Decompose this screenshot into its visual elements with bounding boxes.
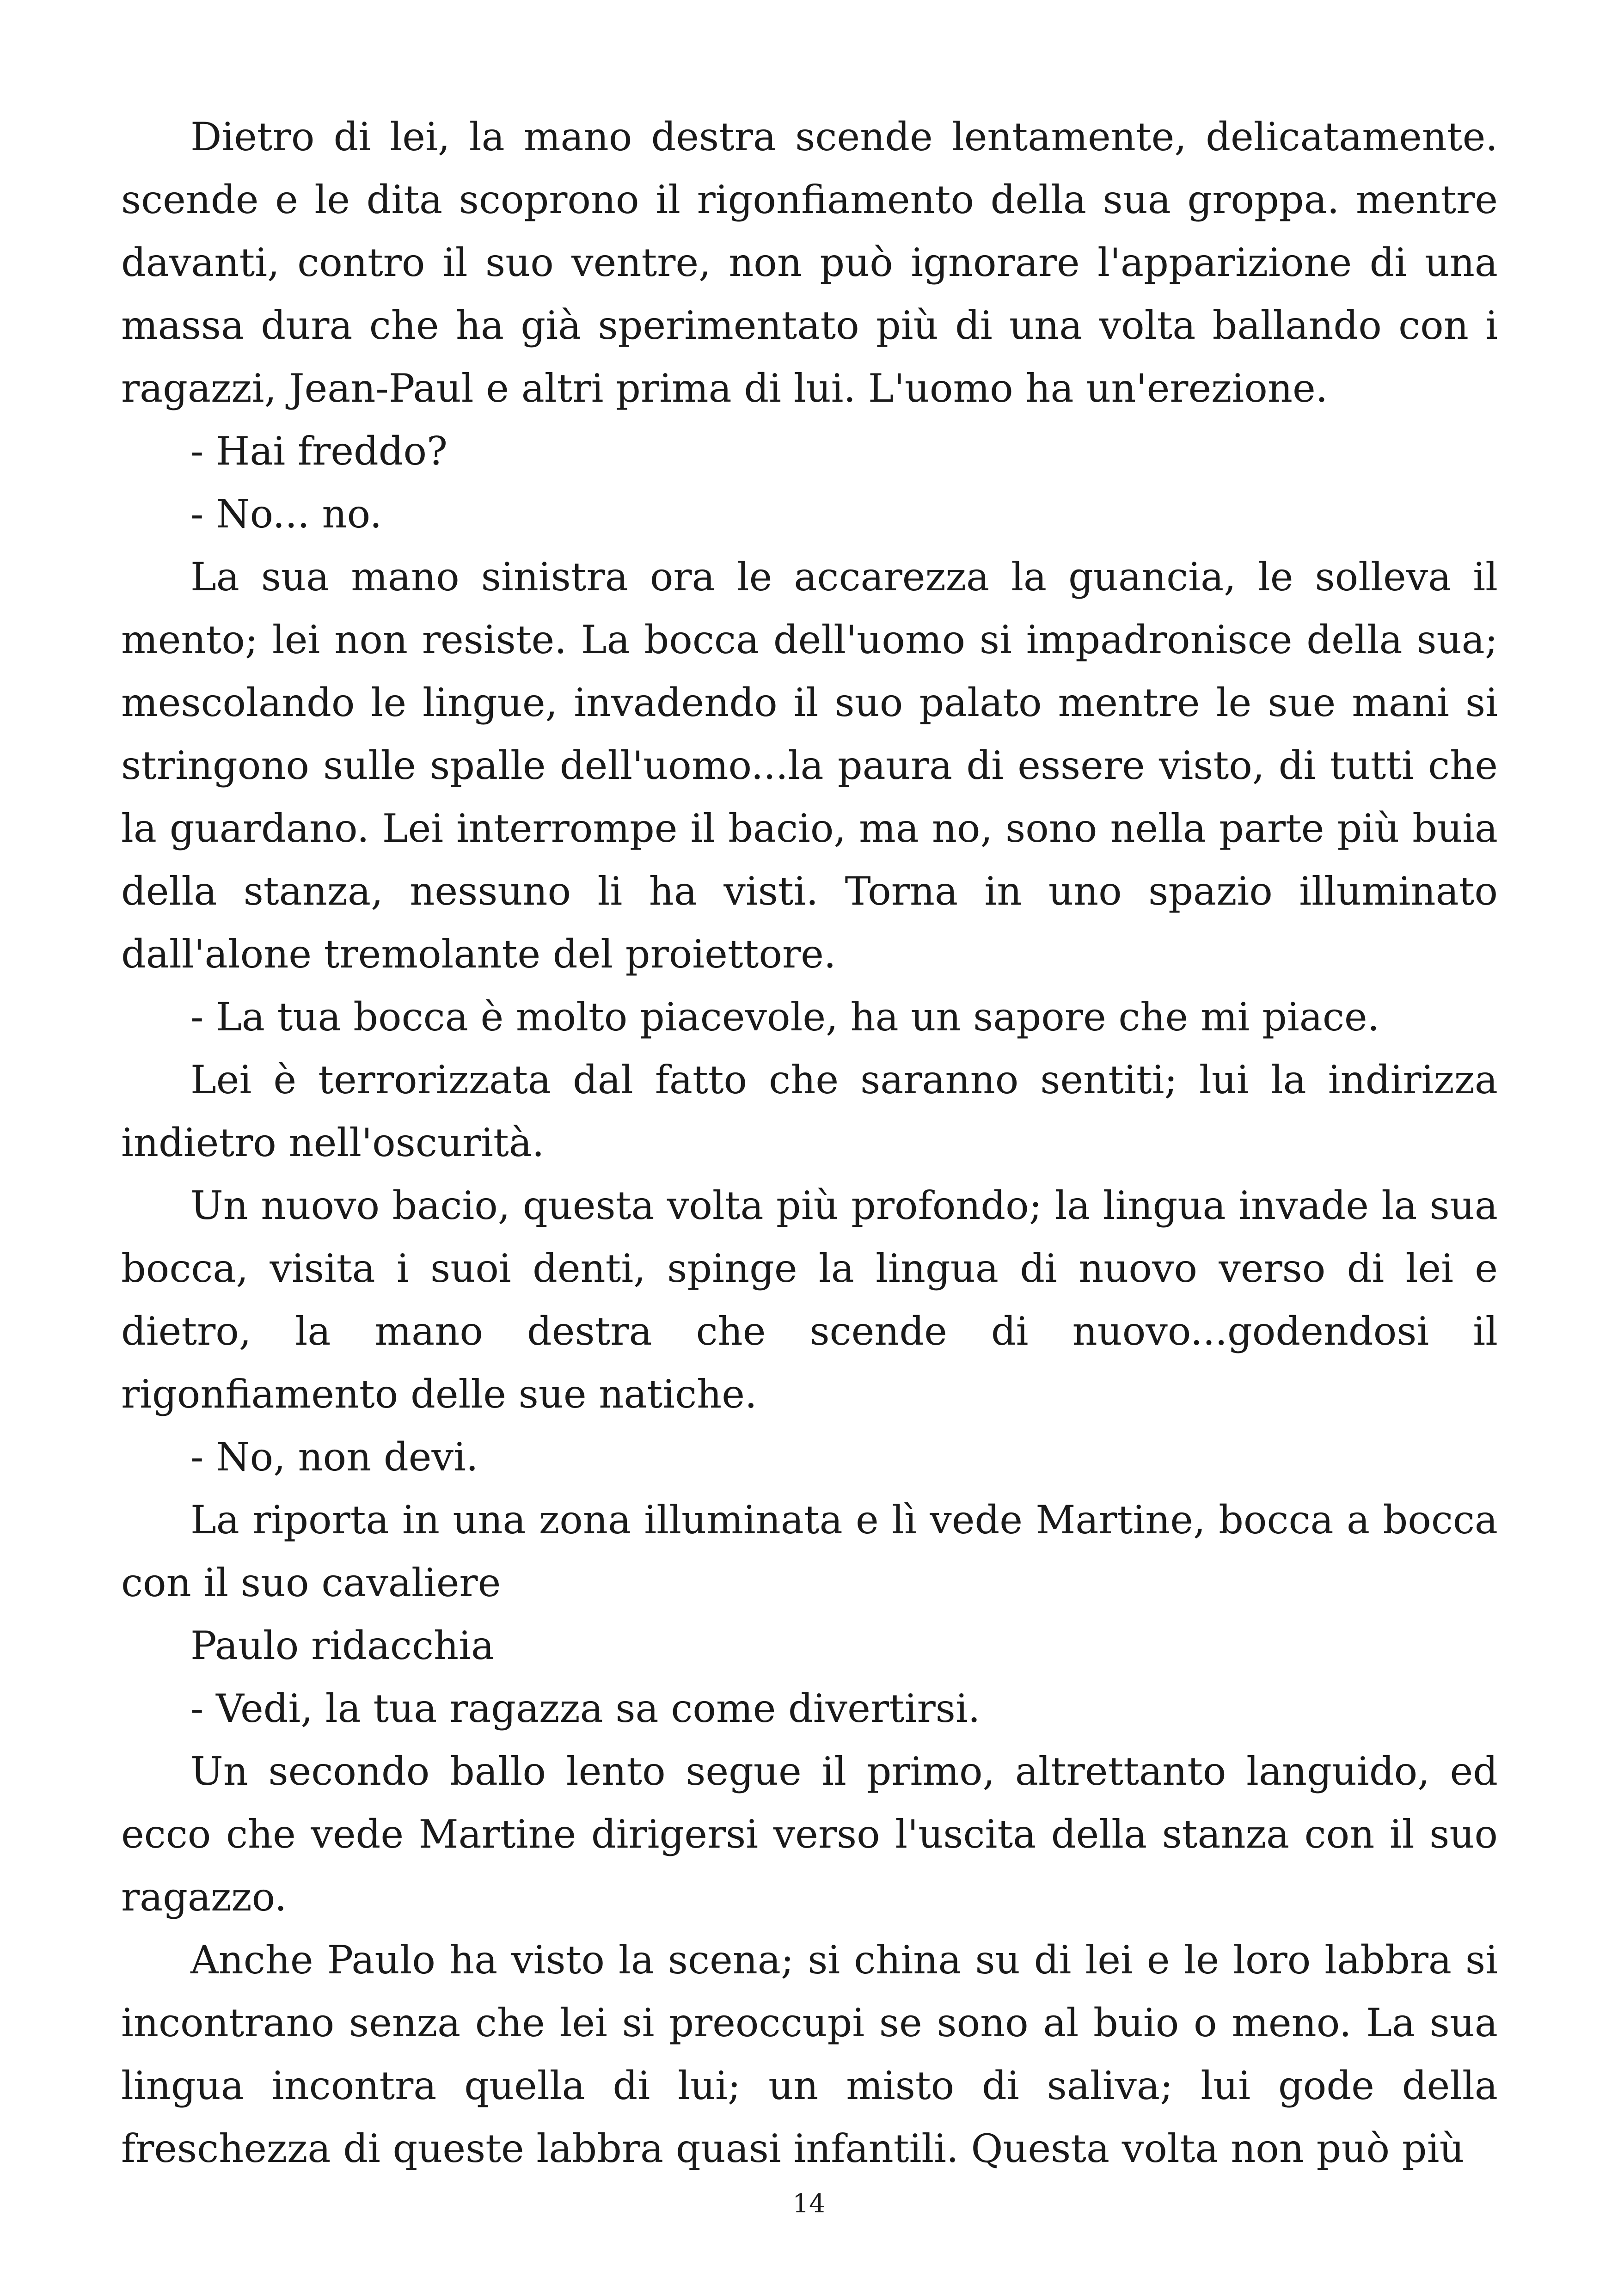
dialogue-line: - Hai freddo? bbox=[190, 429, 448, 474]
body-text bbox=[121, 105, 1498, 2180]
paragraph: Un secondo ballo lento segue il primo, altrettanto languido, ed ecco che vede Martine dirigersi verso l'uscita della stanza con il suo ragazzo. bbox=[121, 1749, 1498, 1920]
paragraph: Dietro di lei, la mano destra scende lentamente, delicatamente. scende e le dita scoprono il rigonfiamento della sua groppa. mentre davanti, contro il suo ventre, non può ignorare l'apparizione di una massa dura che ha già sperimentato più di una volta ballando con i ragazzi, Jean-Paul e altri prima di lui. L'uomo ha un'erezione. bbox=[121, 114, 1498, 411]
dialogue-line: - No... no. bbox=[190, 491, 382, 537]
paragraph: La sua mano sinistra ora le accarezza la guancia, le solleva il mento; lei non resiste. La bocca dell'uomo si impadronisce della sua; mescolando le lingue, invadendo il suo palato mentre le sue mani si stringono sulle spalle dell'uomo...la paura di essere visto, di tutti che la guardano. Lei interrompe il bacio, ma no, sono nella parte più buia della stanza, nessuno li ha visti. Torna in uno spazio illuminato dall'alone tremolante del proiettore. bbox=[121, 554, 1498, 977]
page-number: 14 bbox=[792, 2189, 826, 2219]
paragraph: Un nuovo bacio, questa volta più profondo; la lingua invade la sua bocca, visita i suoi denti, spinge la lingua di nuovo verso di lei e dietro, la mano destra che scende di nuovo...godendosi il rigonfiamento delle sue natiche. bbox=[121, 1183, 1498, 1417]
dialogue-line: - No, non devi. bbox=[190, 1434, 478, 1480]
paragraph: Anche Paulo ha visto la scena; si china su di lei e le loro labbra si incontrano senza che lei si preoccupi se sono al buio o meno. La sua lingua incontra quella di lui; un misto di saliva; lui gode della freschezza di queste labbra quasi infantili. Questa volta non può più bbox=[121, 1937, 1498, 2171]
paragraph: Paulo ridacchia bbox=[190, 1623, 495, 1668]
dialogue-line: - La tua bocca è molto piacevole, ha un sapore che mi piace. bbox=[190, 994, 1380, 1040]
paragraph: La riporta in una zona illuminata e lì vede Martine, bocca a bocca con il suo cavaliere bbox=[121, 1497, 1498, 1605]
paragraph: Lei è terrorizzata dal fatto che saranno sentiti; lui la indirizza indietro nell'oscurità. bbox=[121, 1057, 1498, 1165]
dialogue-line: - Vedi, la tua ragazza sa come divertirsi. bbox=[190, 1686, 981, 1731]
